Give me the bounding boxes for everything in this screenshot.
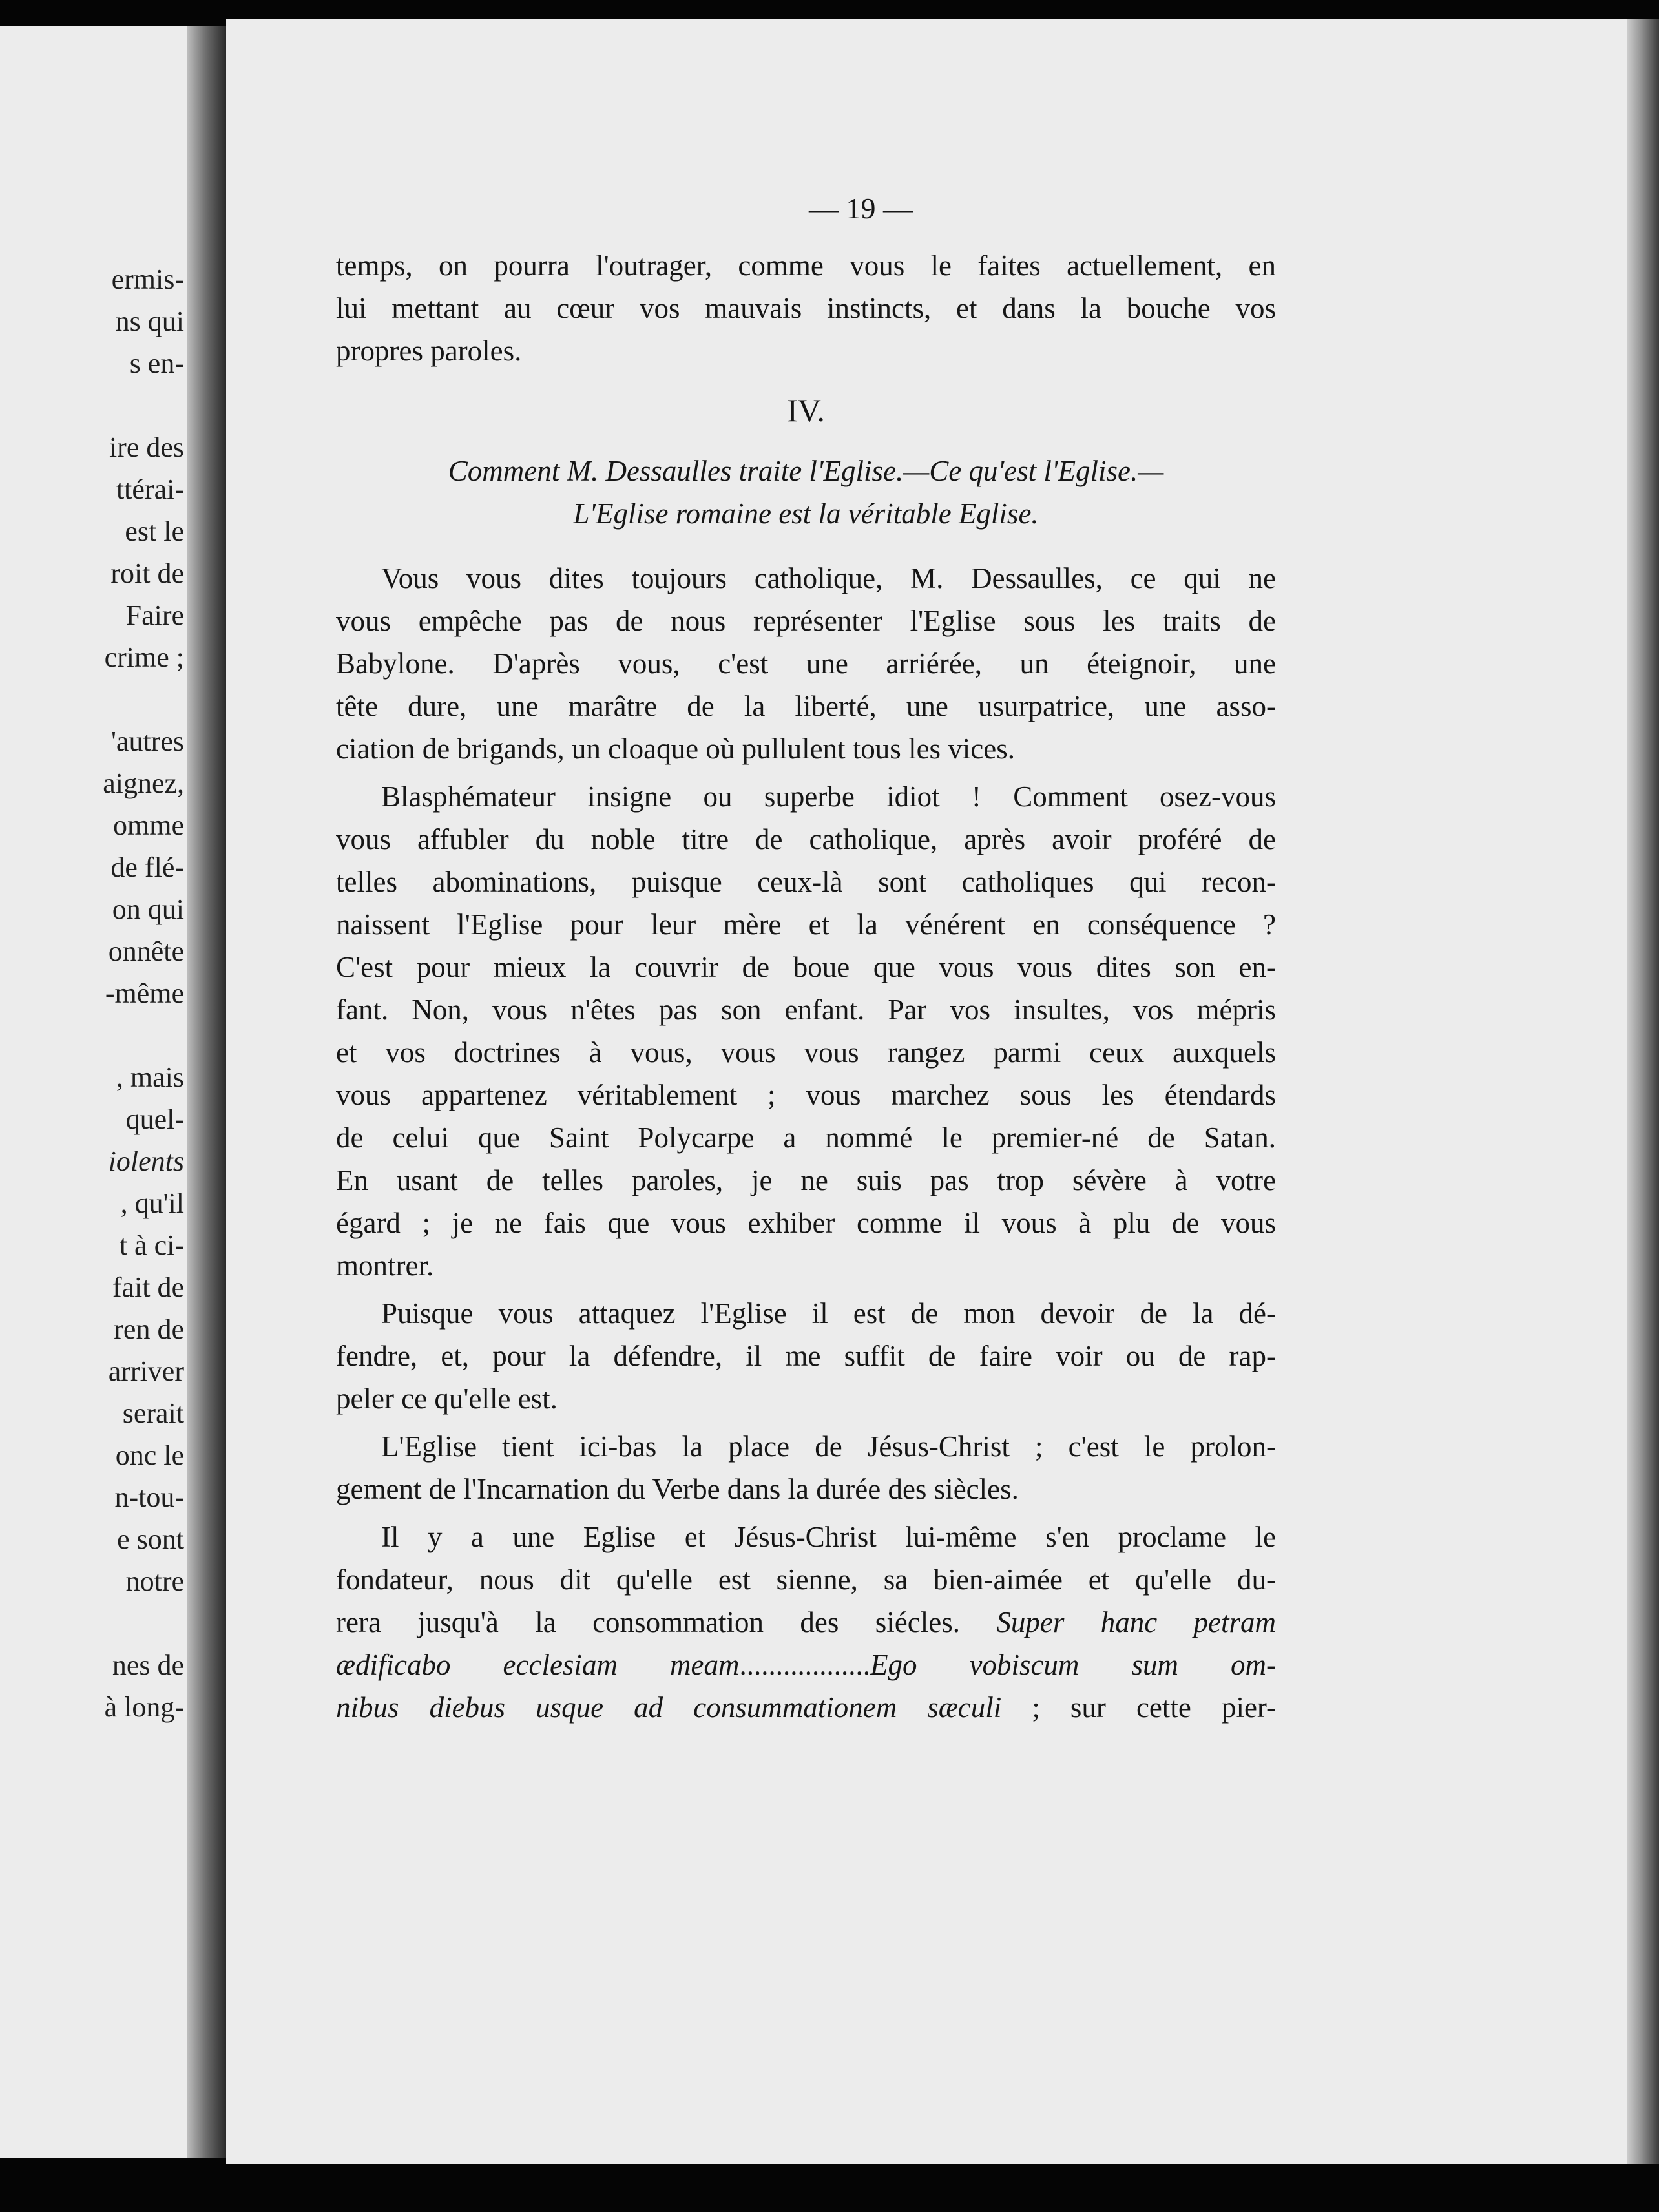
- text-line: Babylone. D'après vous, c'est une arriérée, un éteignoir, une: [336, 647, 1276, 680]
- text-line: naissent l'Eglise pour leur mère et la vénérent en conséquence ?: [336, 908, 1276, 941]
- opening-paragraph: [336, 244, 1276, 372]
- paragraph-4: [336, 1425, 1276, 1510]
- left-page-line: à long-: [104, 1691, 184, 1723]
- left-page-line: , mais: [116, 1061, 184, 1093]
- paragraph-5: [336, 1516, 1276, 1729]
- text-line: Blasphémateur insigne ou superbe idiot ! Comment osez-vous: [381, 780, 1276, 813]
- text-line: Vous vous dites toujours catholique, M. Dessaulles, ce qui ne: [381, 562, 1276, 594]
- paragraph-2: [336, 775, 1276, 1287]
- text-line: C'est pour mieux la couvrir de boue que vous vous dites son en-: [336, 951, 1276, 983]
- text-line: peler ce qu'elle est.: [336, 1382, 558, 1415]
- left-page-line: ermis-: [111, 264, 184, 295]
- left-page-line: onnête: [108, 935, 184, 967]
- left-page-text-fragments: [0, 258, 184, 1728]
- text-line: Il y a une Eglise et Jésus-Christ lui-même s'en proclame le: [381, 1521, 1276, 1553]
- text-line: de celui que Saint Polycarpe a nommé le premier-né de Satan.: [336, 1122, 1276, 1154]
- left-page-line: ire des: [109, 432, 184, 463]
- book-gutter: [187, 26, 226, 2158]
- text-line: tête dure, une marâtre de la liberté, une usurpatrice, une asso-: [336, 690, 1276, 722]
- left-page-line: notre: [125, 1565, 184, 1597]
- text-line: [336, 1686, 1276, 1729]
- left-page-line: quel-: [125, 1103, 184, 1135]
- left-page-line: on qui: [112, 893, 184, 925]
- page-edge: [1627, 19, 1659, 2164]
- latin-quote: nibus diebus usque ad consummationem sæculi: [336, 1691, 1002, 1724]
- text-line: montrer.: [336, 1249, 434, 1282]
- section-title-line: Comment M. Dessaulles traite l'Eglise.—Ce qu'est l'Eglise.—: [448, 455, 1164, 487]
- left-page-line: , qu'il: [120, 1187, 184, 1219]
- section-title: [336, 450, 1276, 535]
- latin-quote: Ego vobiscum sum om-: [870, 1649, 1276, 1681]
- left-page-line: [0, 384, 184, 426]
- left-page-line: ttérai-: [116, 474, 184, 505]
- left-page-line: [0, 678, 184, 720]
- text-line: ciation de brigands, un cloaque où pullulent tous les vices.: [336, 733, 1016, 765]
- page-number: — 19 —: [809, 192, 913, 225]
- left-page-line: t à ci-: [119, 1229, 184, 1261]
- dot-leader: ..................: [739, 1649, 870, 1681]
- left-page-line: arriver: [108, 1355, 184, 1387]
- text-line: lui mettant au cœur vos mauvais instincts, et dans la bouche vos: [336, 292, 1276, 324]
- left-page-line: 'autres: [111, 725, 184, 757]
- text-line: telles abominations, puisque ceux-là sont catholiques qui recon-: [336, 866, 1276, 898]
- text-line: vous appartenez véritablement ; vous marchez sous les étendards: [336, 1079, 1276, 1111]
- left-page-line: omme: [113, 809, 184, 841]
- text-span: ; sur cette pier-: [1032, 1691, 1276, 1724]
- left-page-line: ren de: [114, 1313, 184, 1345]
- left-page-line: onc le: [115, 1439, 184, 1471]
- latin-quote: ædificabo ecclesiam meam: [336, 1649, 740, 1681]
- text-line: vous empêche pas de nous représenter l'Eglise sous les traits de: [336, 605, 1276, 637]
- left-page-line: est le: [125, 516, 184, 547]
- text-line: vous affubler du noble titre de catholique, après avoir proféré de: [336, 823, 1276, 855]
- text-line: fondateur, nous dit qu'elle est sienne, sa bien-aimée et qu'elle du-: [336, 1563, 1276, 1596]
- left-page-line: ns qui: [115, 306, 184, 337]
- left-page-line: n-tou-: [114, 1481, 184, 1513]
- left-page-line: e sont: [117, 1523, 184, 1555]
- left-page-line: -même: [105, 977, 184, 1009]
- text-line: [336, 1643, 1276, 1686]
- text-line: fendre, et, pour la défendre, il me suffit de faire voir ou de rap-: [336, 1340, 1276, 1372]
- text-line: En usant de telles paroles, je ne suis pas trop sévère à votre: [336, 1164, 1276, 1196]
- left-page-line: [0, 1014, 184, 1056]
- left-page-line: nes de: [112, 1649, 184, 1681]
- text-line: fant. Non, vous n'êtes pas son enfant. Par vos insultes, vos mépris: [336, 994, 1276, 1026]
- paragraph-1: [336, 557, 1276, 770]
- text-line: L'Eglise tient ici-bas la place de Jésus-Christ ; c'est le prolon-: [381, 1430, 1276, 1463]
- text-line: égard ; je ne fais que vous exhiber comme il vous à plu de vous: [336, 1207, 1276, 1239]
- left-page-line: [0, 1602, 184, 1644]
- page-content: [336, 187, 1276, 1734]
- section-number: IV.: [787, 392, 825, 428]
- latin-quote: Super hanc petram: [996, 1606, 1277, 1638]
- text-line: gement de l'Incarnation du Verbe dans la durée des siècles.: [336, 1473, 1019, 1505]
- left-page-line: fait de: [112, 1271, 184, 1303]
- paragraph-3: [336, 1292, 1276, 1420]
- text-line: Puisque vous attaquez l'Eglise il est de mon devoir de la dé-: [381, 1297, 1276, 1330]
- section-title-line: L'Eglise romaine est la véritable Eglise.: [573, 497, 1039, 530]
- left-page-line: de flé-: [110, 851, 184, 883]
- left-page-line: s en-: [129, 348, 184, 379]
- left-page-line: Faire: [125, 600, 184, 631]
- left-page-line: aignez,: [103, 767, 184, 799]
- text-line: [336, 1601, 1276, 1643]
- text-span: rera jusqu'à la consommation des siécles.: [336, 1606, 960, 1638]
- text-line: propres paroles.: [336, 335, 522, 367]
- left-page-line: crime ;: [104, 642, 184, 673]
- left-page-line: roit de: [110, 558, 184, 589]
- text-line: temps, on pourra l'outrager, comme vous le faites actuellement, en: [336, 249, 1276, 282]
- left-page-line: iolents: [108, 1145, 184, 1177]
- left-page-line: serait: [122, 1397, 184, 1429]
- text-line: et vos doctrines à vous, vous vous rangez parmi ceux auxquels: [336, 1036, 1276, 1069]
